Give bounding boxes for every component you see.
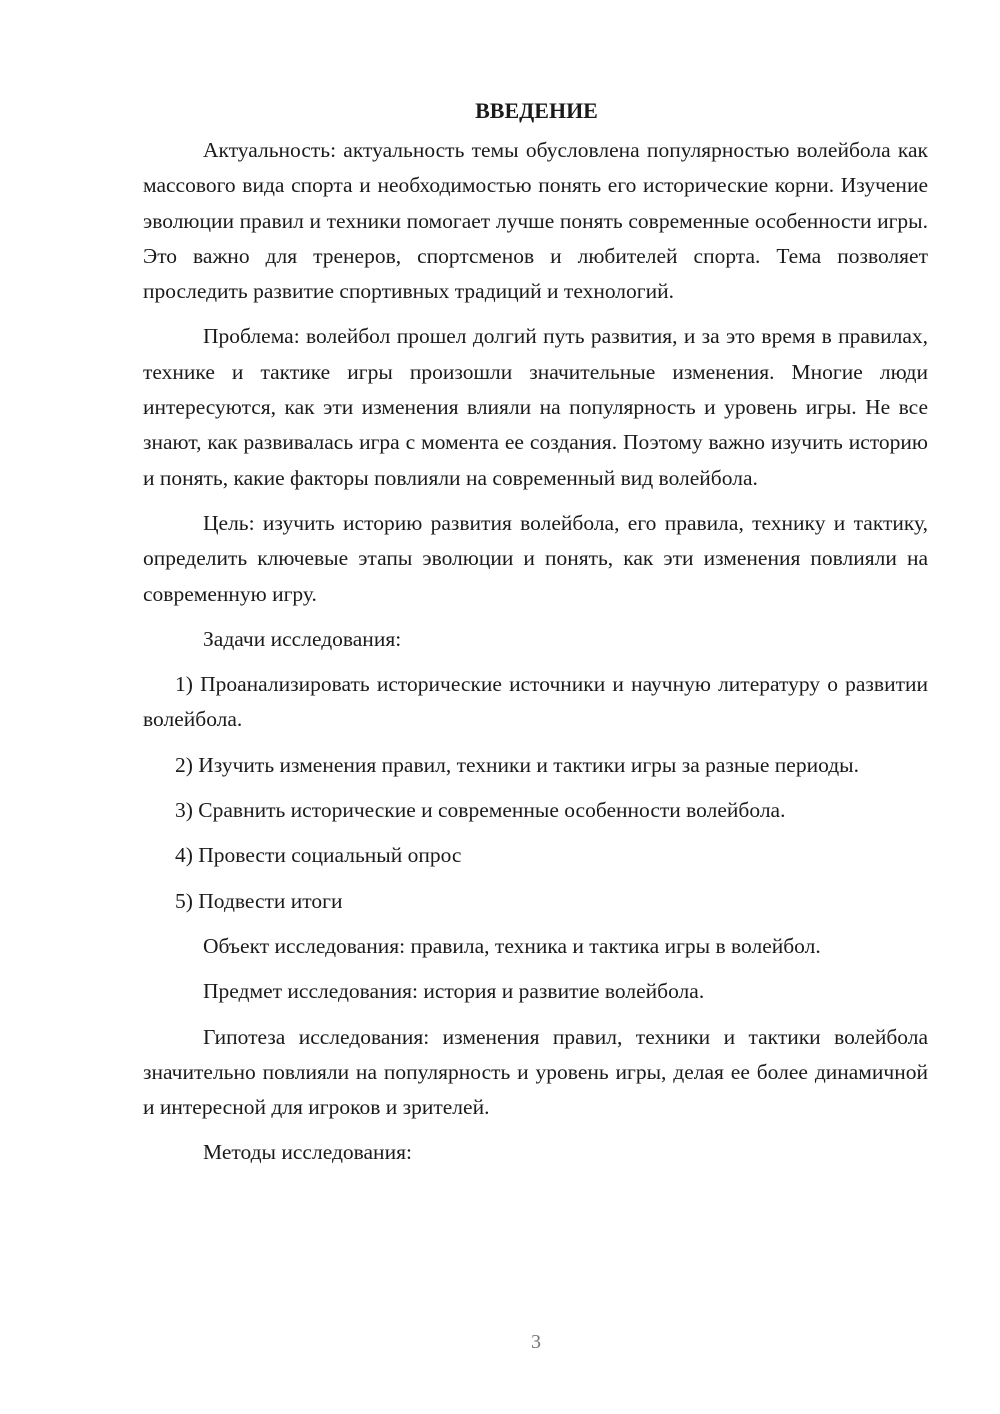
task-item: 1) Проанализировать исторические источники и научную литературу о развитии волейбола. bbox=[143, 672, 928, 732]
page-number: 3 bbox=[531, 1331, 541, 1353]
task-item: 3) Сравнить исторические и современные особенности волейбола. bbox=[175, 798, 786, 823]
subject-paragraph: Предмет исследования: история и развитие волейбола. bbox=[203, 979, 705, 1004]
task-item: 5) Подвести итоги bbox=[175, 888, 343, 913]
goal-paragraph: Цель: изучить историю развития волейбола, его правила, технику и тактику, определить ключевые этапы эволюции и понять, как эти изменения повлияли на современную игру. bbox=[143, 510, 928, 606]
hypothesis-paragraph: Гипотеза исследования: изменения правил, техники и тактики волейбола значительно повлияли на популярность и уровень игры, делая ее более динамичной и интересной для игроков и зрителей. bbox=[143, 1024, 928, 1120]
page-title: ВВЕДЕНИЕ bbox=[475, 98, 598, 123]
methods-heading: Методы исследования: bbox=[203, 1140, 412, 1165]
task-item: 2) Изучить изменения правил, техники и тактики игры за разные периоды. bbox=[175, 752, 859, 777]
object-paragraph: Объект исследования: правила, техника и тактика игры в волейбол. bbox=[203, 933, 821, 958]
task-item: 4) Провести социальный опрос bbox=[175, 843, 462, 868]
tasks-heading: Задачи исследования: bbox=[203, 626, 402, 651]
document-page bbox=[143, 93, 928, 1171]
problem-paragraph: Проблема: волейбол прошел долгий путь развития, и за это время в правилах, технике и тактике игры произошли значительные изменения. Многие люди интересуются, как эти изменения влияли на популярность и уровень игры. Не все знают, как развивалась игра с момента ее создания. Поэтому важно изучить историю и понять, какие факторы повлияли на современный вид волейбола. bbox=[143, 324, 928, 490]
relevance-paragraph: Актуальность: актуальность темы обусловлена популярностью волейбола как массового вида спорта и необходимостью понять его исторические корни. Изучение эволюции правил и техники помогает лучше понять современные особенности игры. Это важно для тренеров, спортсменов и любителей спорта. Тема позволяет проследить развитие спортивных традиций и технологий. bbox=[143, 138, 928, 304]
